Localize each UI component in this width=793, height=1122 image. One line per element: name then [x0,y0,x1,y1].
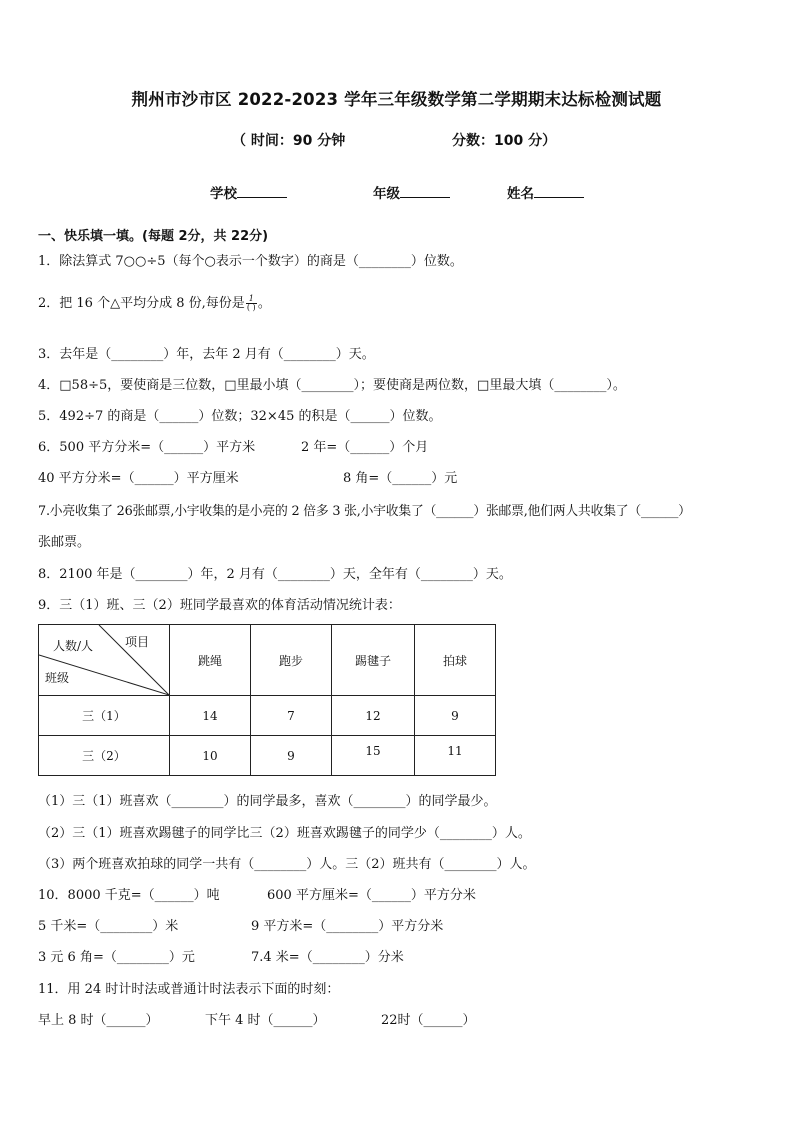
table-cell: 10 [170,736,251,776]
table-cell: 12 [332,696,415,736]
question-6d: 8 角=（______）元 [343,471,458,486]
table-cell: 15 [332,736,415,776]
table-cell: 7 [251,696,332,736]
table-cell: 9 [251,736,332,776]
question-2-end: 。 [257,296,271,311]
question-7-line1: 7.小亮收集了 26张邮票,小宇收集的是小亮的 2 倍多 3 张,小宇收集了（______）张邮票,他们两人共收集了（______） [38,504,691,519]
question-2-text: 2．把 16 个△平均分成 8 份,每份是 [38,296,245,311]
corner-cell [39,625,170,696]
school-label: 学校 [210,186,237,202]
column-header: 拍球 [415,625,496,696]
grade-label: 年级 [373,186,400,202]
question-10c: 5 千米=（________）米 [38,919,179,934]
corner-bottom-label: 班级 [45,671,70,685]
section-heading: 一、快乐填一填。(每题 2分，共 22分) [38,229,269,244]
table-cell: 11 [415,736,496,776]
question-2 [38,292,271,312]
name-label: 姓名 [507,186,534,202]
question-6a: 6．500 平方分米=（______）平方米 [38,440,256,455]
grade-field [373,182,450,202]
question-10f: 7.4 米=（________）分米 [251,950,404,965]
question-6c: 40 平方分米=（______）平方厘米 [38,471,239,486]
question-10a: 10．8000 千克=（______）吨 [38,888,220,903]
name-field [507,182,584,202]
school-blank[interactable] [237,183,287,198]
table-row [39,736,496,776]
row-class: 三（1） [39,696,170,736]
column-header: 跑步 [251,625,332,696]
question-11c: 22时（______） [381,1013,476,1028]
fraction-numerator: 1 [246,295,257,304]
question-10b: 600 平方厘米=（______）平方分米 [267,888,476,903]
table-row [39,696,496,736]
question-11: 11．用 24 时计时法或普通计时法表示下面的时刻： [38,982,340,997]
question-9-3: （3）两个班喜欢拍球的同学一共有（________）人。三（2）班共有（________）人。 [38,857,536,872]
question-10d: 9 平方米=（________）平方分米 [251,919,444,934]
table-cell: 14 [170,696,251,736]
table-cell: 9 [415,696,496,736]
question-4: 4．□58÷5，要使商是三位数，□里最小填（________）；要使商是两位数，□里最大填（________）。 [38,378,626,393]
column-header: 跳绳 [170,625,251,696]
question-8: 8．2100 年是（________）年，2 月有（________）天，全年有（________）天。 [38,567,512,582]
grade-blank[interactable] [400,183,450,198]
question-11a: 早上 8 时（______） [38,1013,159,1028]
question-3: 3．去年是（________）年，去年 2 月有（________）天。 [38,347,375,362]
corner-mid-label: 人数/人 [53,639,94,653]
name-blank[interactable] [534,183,584,198]
fraction [246,295,257,312]
question-9-1: （1）三（1）班喜欢（________）的同学最多，喜欢（________）的同学最少。 [38,794,497,809]
question-9-2: （2）三（1）班喜欢踢毽子的同学比三（2）班喜欢踢毽子的同学少（________）人。 [38,826,531,841]
question-1: 1．除法算式 7○○÷5（每个○表示一个数字）的商是（________）位数。 [38,254,463,269]
question-10e: 3 元 6 角=（________）元 [38,950,195,965]
exam-score: 分数：100 分） [452,133,557,149]
exam-time: （ 时间：90 分钟 [232,133,346,149]
question-9: 9．三（1）班、三（2）班同学最喜欢的体育活动情况统计表： [38,598,401,613]
row-class: 三（2） [39,736,170,776]
question-5: 5．492÷7 的商是（______）位数；32×45 的积是（______）位数。 [38,409,442,424]
fraction-denominator: ( ) [246,303,256,312]
stats-table [38,624,496,776]
page-title: 荆州市沙市区 2022-2023 学年三年级数学第二学期期末达标检测试题 [131,90,662,109]
question-6b: 2 年=（______）个月 [301,440,429,455]
corner-top-label: 项目 [125,635,150,649]
school-field [210,182,287,202]
column-header: 踢毽子 [332,625,415,696]
table-header-row [39,625,496,696]
question-11b: 下午 4 时（______） [205,1013,326,1028]
question-7-line2: 张邮票。 [38,535,91,550]
